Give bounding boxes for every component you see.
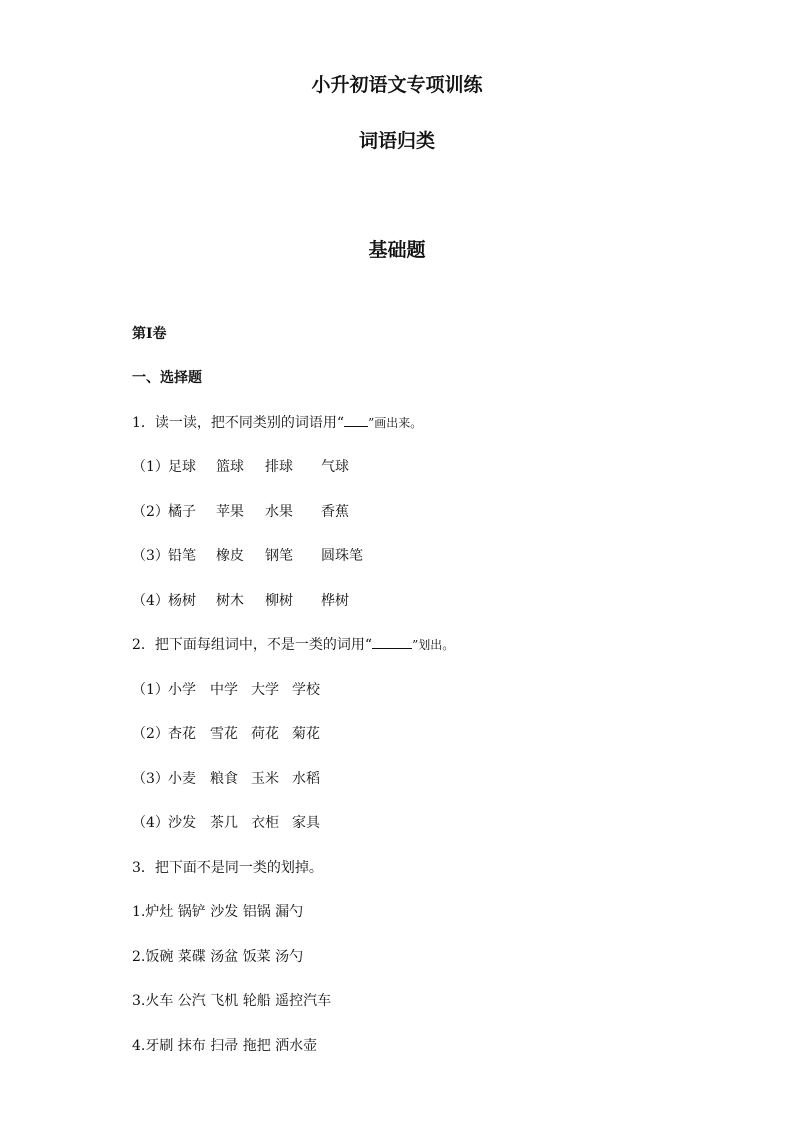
word: 菊花 [292,726,320,742]
question-3-row-3: 3.火车 公汽 飞机 轮船 遥控汽车 [132,993,332,1009]
word: 足球 [168,459,196,475]
word: 柳树 [265,593,293,609]
word: 中学 [210,682,238,698]
word: 香蕉 [321,504,349,520]
word: 家具 [292,815,320,831]
row-number: （1） [132,682,169,698]
word: 衣柜 [251,815,279,831]
doc-subtitle: 词语归类 [358,130,435,152]
section-title: 基础题 [368,239,426,261]
underline-blank [344,414,368,427]
question-2-prefix: 2．把下面每组词中，不是一类的词用“ [132,637,373,653]
question-1-prefix: 1．读一读，把不同类别的词语用“ [132,415,345,431]
word: 铅笔 [168,548,196,564]
row-number: （4） [132,593,169,609]
word: 水稻 [292,771,320,787]
question-2-row-2 [132,724,320,744]
question-1-suffix: ”画出来。 [368,416,423,430]
row-number: （3） [132,548,169,564]
word: 圆珠笔 [321,548,363,564]
row-number: （4） [132,815,169,831]
volume-label: 第I卷 [132,326,167,342]
word: 气球 [321,459,349,475]
question-2-row-1 [132,680,320,700]
question-2-prompt [132,635,454,655]
word: 橡皮 [216,548,244,564]
question-3-row-2: 2.饭碗 菜碟 汤盆 饭菜 汤勺 [132,949,304,965]
row-number: （2） [132,726,169,742]
question-1-prompt [132,413,422,433]
question-1-row-2 [132,502,349,522]
word: 荷花 [251,726,279,742]
word: 水果 [265,504,293,520]
row-number: （3） [132,771,169,787]
word: 树木 [216,593,244,609]
word: 大学 [251,682,279,698]
word: 小学 [168,682,196,698]
question-1-row-3 [132,546,363,566]
word: 学校 [292,682,320,698]
row-number: （2） [132,504,169,520]
word: 苹果 [216,504,244,520]
word: 雪花 [210,726,238,742]
question-3-prompt: 3．把下面不是同一类的划掉。 [132,860,323,876]
question-3-row-4: 4.牙刷 抹布 扫帚 拖把 洒水壶 [132,1038,318,1054]
word: 钢笔 [265,548,293,564]
word: 橘子 [168,504,196,520]
word: 排球 [265,459,293,475]
part-heading: 一、选择题 [132,370,202,386]
question-1-row-1 [132,457,349,477]
question-2-row-4 [132,813,320,833]
word: 茶几 [210,815,238,831]
doc-title: 小升初语文专项训练 [311,74,483,96]
question-2-suffix: ”划出。 [412,638,455,652]
question-1-row-4 [132,591,349,611]
word: 小麦 [168,771,196,787]
word: 篮球 [216,459,244,475]
word: 沙发 [168,815,196,831]
question-2-row-3 [132,769,320,789]
word: 桦树 [321,593,349,609]
word: 杏花 [168,726,196,742]
underline-blank [372,636,412,649]
word: 杨树 [168,593,196,609]
word: 玉米 [251,771,279,787]
word: 粮食 [210,771,238,787]
row-number: （1） [132,459,169,475]
question-3-row-1: 1.炉灶 锅铲 沙发 铝锅 漏勺 [132,904,304,920]
